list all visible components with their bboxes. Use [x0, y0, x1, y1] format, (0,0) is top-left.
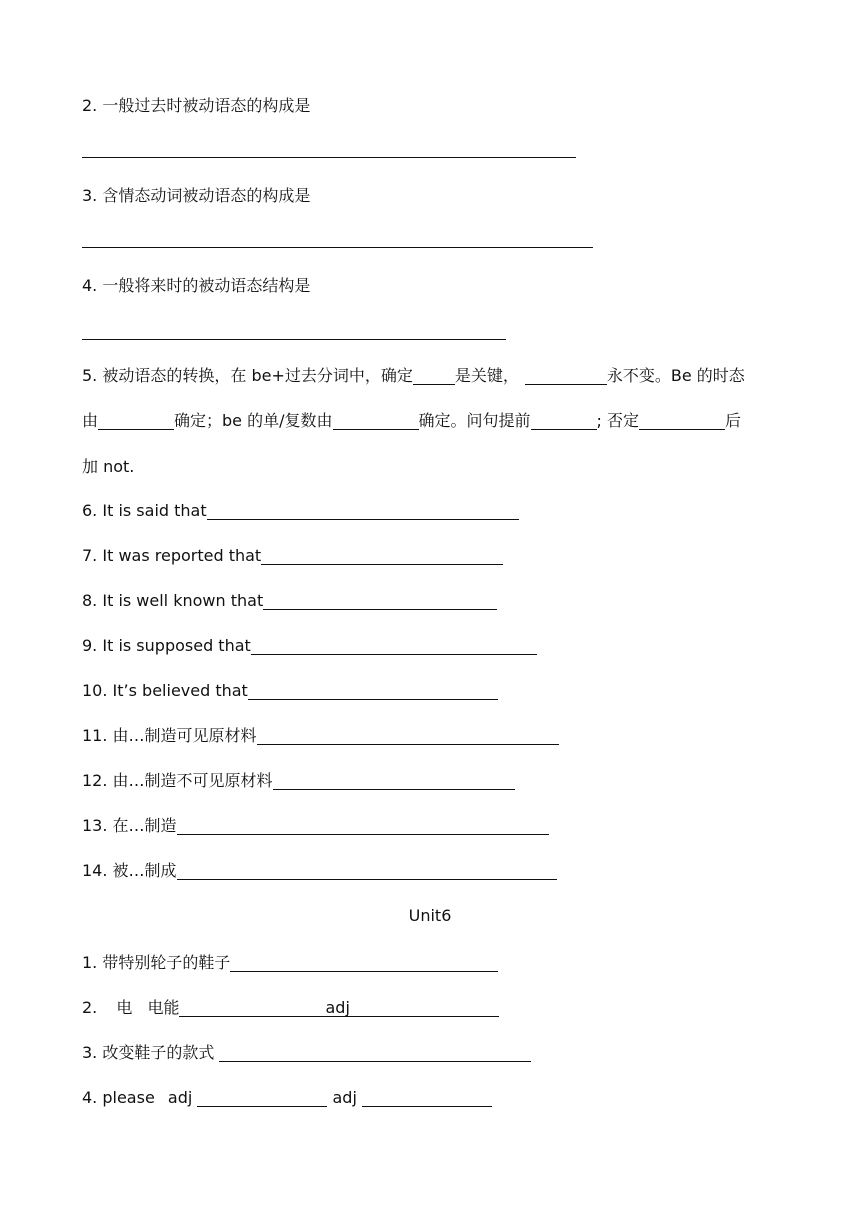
- item-4: [82, 276, 310, 296]
- item-number: 4.: [82, 1088, 98, 1107]
- item-number: 8.: [82, 591, 98, 610]
- fill-blank[interactable]: [639, 413, 725, 430]
- item-text: ; 否定: [596, 411, 639, 430]
- unit6-item-2: [82, 998, 499, 1018]
- item-number: 3.: [82, 186, 98, 205]
- item-5-line-1: [82, 366, 745, 386]
- item-text: 后: [725, 411, 742, 430]
- item-number: 2.: [82, 96, 98, 115]
- item-13: [82, 816, 549, 836]
- fill-blank[interactable]: [197, 1090, 327, 1107]
- item-text: 永不变。Be 的时态: [606, 366, 745, 385]
- item-10: [82, 681, 498, 701]
- unit6-item-3: [82, 1043, 531, 1063]
- item-number: 10.: [82, 681, 108, 700]
- fill-blank[interactable]: [251, 638, 537, 655]
- fill-blank[interactable]: [333, 413, 419, 430]
- adj-label: adj: [332, 1088, 357, 1107]
- item-text: 电能: [147, 998, 180, 1017]
- item-number: 2.: [82, 998, 98, 1017]
- answer-line[interactable]: [82, 157, 576, 158]
- fill-blank[interactable]: [261, 548, 503, 565]
- fill-blank[interactable]: [248, 683, 498, 700]
- item-text: 确定；be 的单/复数由: [174, 411, 333, 430]
- item-text: please: [102, 1088, 155, 1107]
- answer-line[interactable]: [82, 339, 506, 340]
- item-12: [82, 771, 515, 791]
- item-text: 被…制成: [112, 861, 177, 880]
- item-number: 3.: [82, 1043, 98, 1062]
- item-text: 加 not.: [82, 457, 135, 476]
- item-text: It is said that: [102, 501, 207, 520]
- fill-blank[interactable]: [263, 593, 497, 610]
- item-number: 7.: [82, 546, 98, 565]
- item-text: 改变鞋子的款式: [102, 1043, 215, 1062]
- item-number: 5.: [82, 366, 98, 385]
- unit6-item-1: [82, 953, 498, 973]
- item-number: 6.: [82, 501, 98, 520]
- fill-blank[interactable]: [219, 1045, 531, 1062]
- item-text: 由…制造不可见原材料: [112, 771, 273, 790]
- item-number: 1.: [82, 953, 98, 972]
- item-text: 一般过去时被动语态的构成是: [102, 96, 311, 115]
- fill-blank[interactable]: [177, 818, 549, 835]
- answer-line[interactable]: [82, 247, 593, 248]
- item-text: 含情态动词被动语态的构成是: [102, 186, 311, 205]
- adj-label: adj: [325, 998, 350, 1017]
- item-3: [82, 186, 310, 206]
- item-text: 是关键，: [454, 366, 519, 385]
- item-text: 一般将来时的被动语态结构是: [102, 276, 311, 295]
- item-8: [82, 591, 497, 611]
- fill-blank[interactable]: [413, 368, 455, 385]
- item-14: [82, 861, 557, 881]
- item-7: [82, 546, 503, 566]
- item-2: [82, 96, 310, 116]
- fill-blank[interactable]: [257, 728, 559, 745]
- item-6: [82, 501, 519, 521]
- item-number: 14.: [82, 861, 108, 880]
- section-heading: Unit6: [408, 906, 452, 925]
- item-text: 由: [82, 411, 99, 430]
- item-11: [82, 726, 559, 746]
- fill-blank[interactable]: [525, 368, 607, 385]
- item-text: 确定。问句提前: [418, 411, 531, 430]
- item-9: [82, 636, 537, 656]
- fill-blank[interactable]: [531, 413, 597, 430]
- item-5-line-3: [82, 457, 134, 477]
- fill-blank[interactable]: [362, 1090, 492, 1107]
- item-text: It was reported that: [102, 546, 262, 565]
- item-text: 被动语态的转换，在 be+过去分词中，确定: [102, 366, 413, 385]
- fill-blank[interactable]: [230, 955, 498, 972]
- item-text: 在…制造: [112, 816, 177, 835]
- item-text: 带特别轮子的鞋子: [102, 953, 231, 972]
- item-text: It is well known that: [102, 591, 264, 610]
- item-text: 由…制造可见原材料: [112, 726, 257, 745]
- item-text: It is supposed that: [102, 636, 251, 655]
- item-text: It’s believed that: [112, 681, 248, 700]
- item-text: 电: [116, 998, 133, 1017]
- item-number: 12.: [82, 771, 108, 790]
- unit6-item-4: [82, 1088, 492, 1108]
- item-number: 13.: [82, 816, 108, 835]
- item-number: 11.: [82, 726, 108, 745]
- fill-blank[interactable]: [177, 863, 557, 880]
- item-5-line-2: [82, 411, 741, 431]
- fill-blank[interactable]: [207, 503, 519, 520]
- item-number: 4.: [82, 276, 98, 295]
- fill-blank[interactable]: [179, 1000, 499, 1017]
- fill-blank[interactable]: [273, 773, 515, 790]
- fill-blank[interactable]: [98, 413, 174, 430]
- adj-label: adj: [167, 1088, 193, 1107]
- item-number: 9.: [82, 636, 98, 655]
